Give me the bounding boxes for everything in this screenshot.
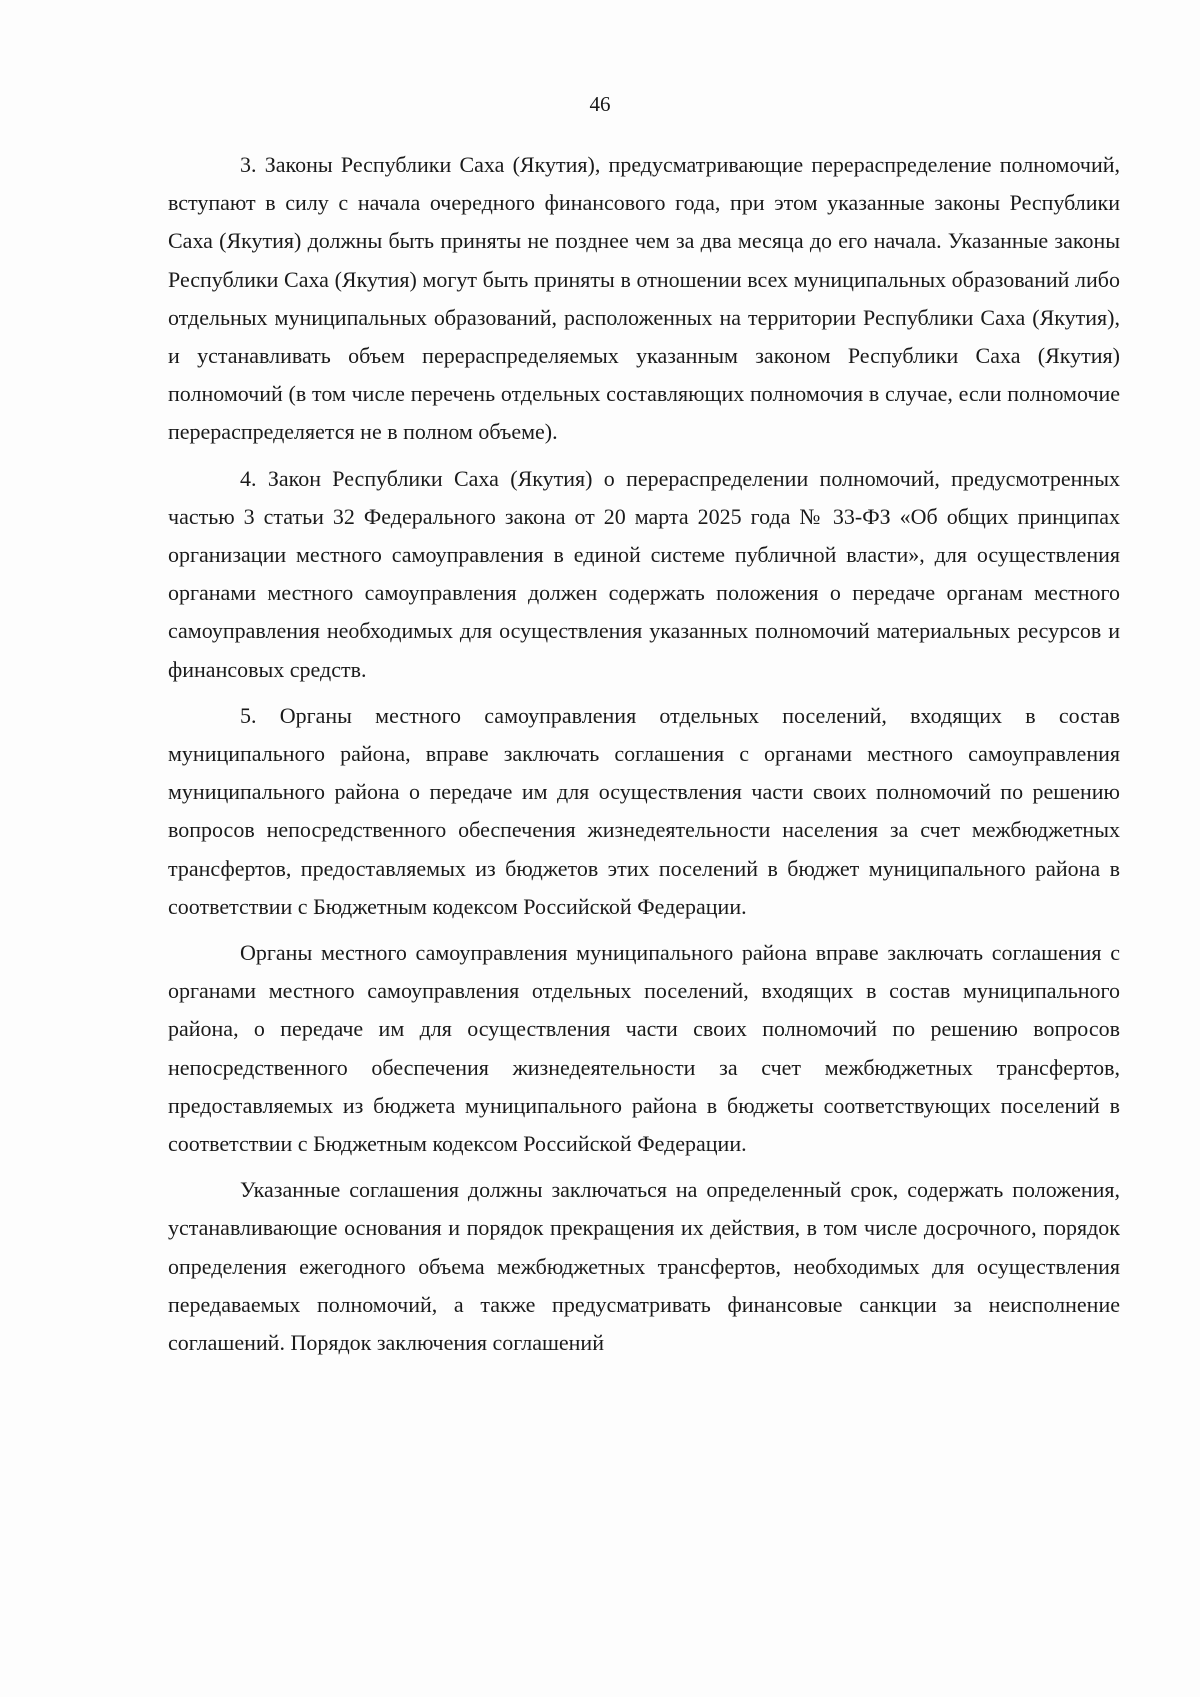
paragraph-3: 3. Законы Республики Саха (Якутия), предусматривающие перераспределение полномочий, вступают в силу с начала очередного финансового года, при этом указанные законы Республики Саха (Якутия) должны быть приняты не позднее чем за два месяца до его начала. Указанные законы Республики Саха (Якутия) могут быть приняты в отношении всех муниципальных образований либо отдельных муниципальных образований, расположенных на территории Республики Саха (Якутия), и устанавливать объем перераспределяемых указанным законом Республики Саха (Якутия) полномочий (в том числе перечень отдельных составляющих полномочия в случае, если полномочие перераспределяется не в полном объеме).	[168, 152, 1120, 445]
page-number: 46	[589, 92, 611, 116]
paragraph-5-continued: Органы местного самоуправления муниципального района вправе заключать соглашения с органами местного самоуправления отдельных поселений, входящих в состав муниципального района, о передаче им для осуществления части своих полномочий по решению вопросов непосредственного обеспечения жизнедеятельности за счет межбюджетных трансфертов, предоставляемых из бюджета муниципального района в бюджеты соответствующих поселений в соответствии с Бюджетным кодексом Российской Федерации.	[168, 940, 1120, 1157]
paragraph-agreements: Указанные соглашения должны заключаться на определенный срок, содержать положения, устанавливающие основания и порядок прекращения их действия, в том числе досрочного, порядок определения ежегодного объема межбюджетных трансфертов, необходимых для осуществления передаваемых полномочий, а также предусматривать финансовые санкции за неисполнение соглашений. Порядок заключения соглашений	[168, 1177, 1120, 1356]
document-body	[168, 146, 1120, 1370]
paragraph-5: 5. Органы местного самоуправления отдельных поселений, входящих в состав муниципального района, вправе заключать соглашения с органами местного самоуправления муниципального района о передаче им для осуществления части своих полномочий по решению вопросов непосредственного обеспечения жизнедеятельности населения за счет межбюджетных трансфертов, предоставляемых из бюджетов этих поселений в бюджет муниципального района в соответствии с Бюджетным кодексом Российской Федерации.	[168, 702, 1120, 919]
paragraph-4: 4. Закон Республики Саха (Якутия) о перераспределении полномочий, предусмотренных частью 3 статьи 32 Федерального закона от 20 марта 2025 года № 33-ФЗ «Об общих принципах организации местного самоуправления в единой системе публичной власти», для осуществления органами местного самоуправления должен содержать положения о передаче органам местного самоуправления необходимых для осуществления указанных полномочий материальных ресурсов и финансовых средств.	[168, 465, 1120, 682]
